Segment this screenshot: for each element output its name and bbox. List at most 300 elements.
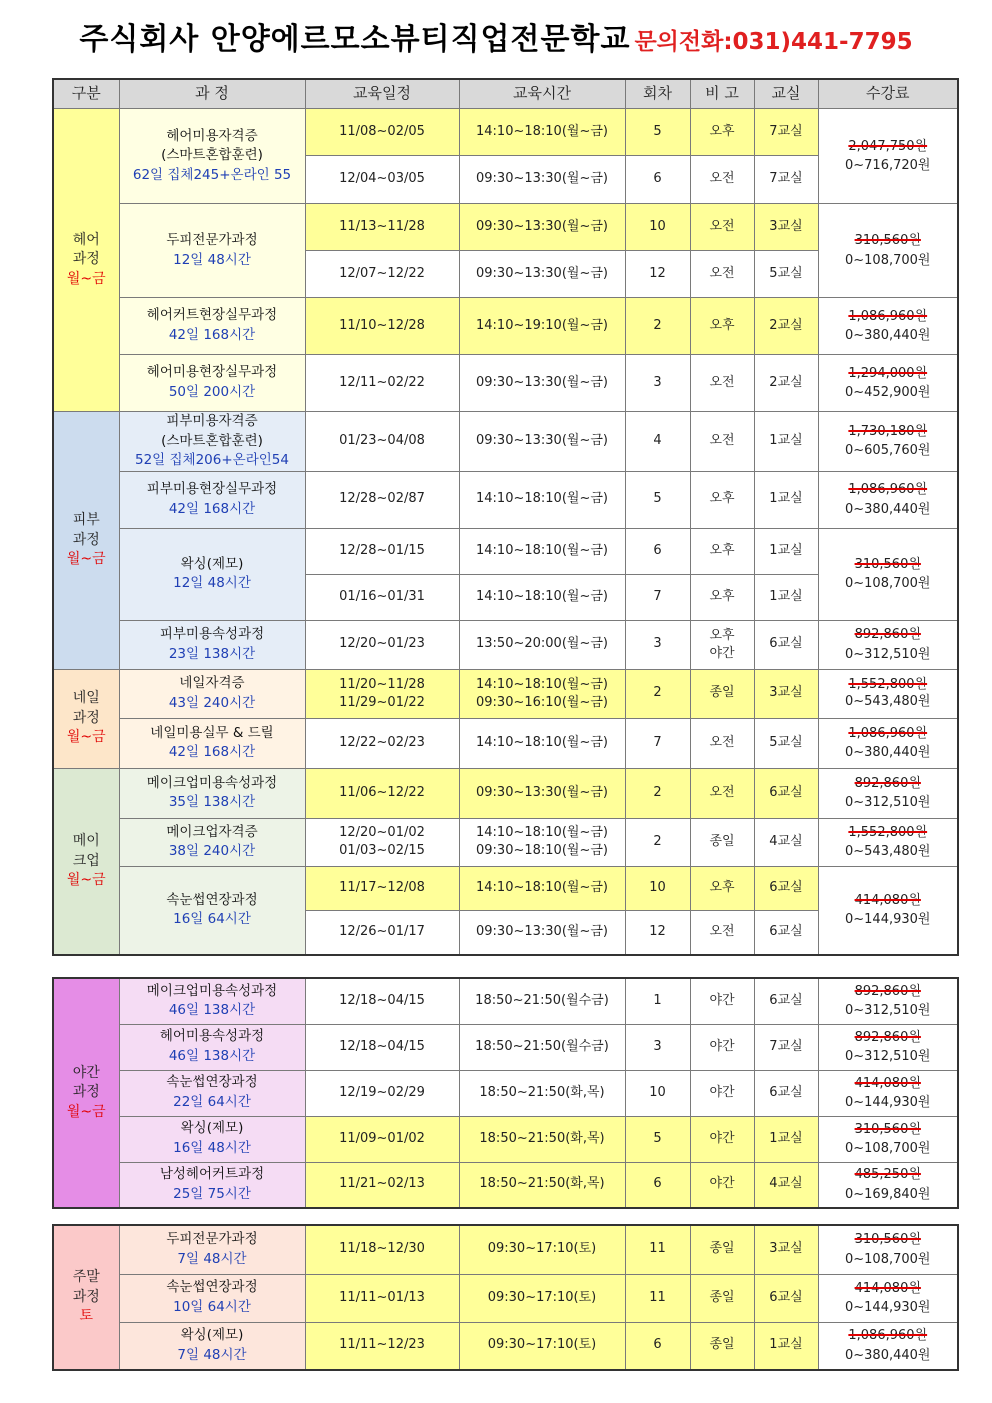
schedule-cell: 12/07~12/22 — [305, 251, 459, 298]
note-cell: 야간 — [690, 1070, 754, 1116]
schedule-cell: 11/13~11/28 — [305, 204, 459, 251]
cell-text: 왁싱(제모) — [180, 1120, 244, 1137]
cell-text: 속눈썹연장과정 — [166, 1074, 258, 1091]
cell-text: 0~312,510원 — [845, 646, 931, 662]
cell-text: 0~108,700원 — [845, 1141, 931, 1156]
schedule-cell: 11/11~01/13 — [305, 1274, 459, 1322]
contact-phone: 문의전화:031)441-7795 — [634, 29, 913, 55]
fee-cell — [818, 1070, 958, 1116]
round-cell: 3 — [625, 620, 690, 669]
cell-text: 12/20~01/02 — [339, 825, 425, 840]
cell-text: (스마트혼합훈련) — [161, 432, 263, 449]
table-row — [53, 1070, 958, 1116]
note-cell: 오전 — [690, 251, 754, 298]
cell-text: 오후 — [709, 627, 735, 643]
fee-cell — [818, 412, 958, 472]
cell-text: 1,552,800원 — [848, 676, 928, 692]
header-row — [53, 79, 958, 109]
time-cell — [459, 818, 625, 866]
table-row — [53, 1274, 958, 1322]
schedule-cell: 12/19~02/29 — [305, 1070, 459, 1116]
weekend-schedule-table — [52, 1224, 959, 1371]
room-cell: 2교실 — [754, 298, 818, 355]
schedule-cell — [305, 818, 459, 866]
cell-text: 메이크업미용속성과정 — [146, 774, 278, 791]
cell-text: 크업 — [72, 852, 100, 869]
fee-cell — [818, 818, 958, 866]
round-cell: 10 — [625, 204, 690, 251]
time-cell: 13:50~20:00(월~금) — [459, 620, 625, 669]
round-cell: 7 — [625, 574, 690, 620]
round-cell: 2 — [625, 818, 690, 866]
course-cell — [119, 978, 305, 1024]
cell-text: 야간 — [709, 645, 735, 661]
fee-cell — [818, 1274, 958, 1322]
cell-text: 0~312,510원 — [845, 795, 931, 811]
category-weekend — [53, 1225, 119, 1370]
table-row — [53, 718, 958, 768]
schedule-cell: 11/10~12/28 — [305, 298, 459, 355]
cell-text: 09:30~18:10(월~금) — [476, 843, 608, 859]
fee-cell — [818, 471, 958, 528]
schedule-cell: 12/18~04/15 — [305, 978, 459, 1024]
cell-text: 과정 — [72, 531, 100, 548]
cell-text: 메이 — [72, 833, 100, 850]
cell-text: 10일 64시간 — [173, 1299, 251, 1315]
fee-cell — [818, 109, 958, 204]
table-row — [53, 1225, 958, 1274]
cell-text: 2,047,750원 — [848, 138, 928, 154]
time-cell: 14:10~19:10(월~금) — [459, 298, 625, 355]
cell-text: 0~543,480원 — [845, 844, 931, 860]
cell-text: 0~108,700원 — [845, 252, 931, 268]
cell-text: 1,730,180원 — [848, 423, 928, 439]
course-cell — [119, 768, 305, 818]
room-cell: 6교실 — [754, 768, 818, 818]
cell-text: 주말 — [72, 1269, 100, 1286]
note-cell: 종일 — [690, 818, 754, 866]
table-row — [53, 1116, 958, 1162]
schedule-cell: 11/21~02/13 — [305, 1162, 459, 1208]
cell-text: 0~144,930원 — [845, 1300, 931, 1315]
cell-text: 16일 64시간 — [173, 911, 251, 928]
cell-text: 1,086,960원 — [848, 308, 928, 324]
table-row — [53, 818, 958, 866]
schedule-cell: 12/04~03/05 — [305, 156, 459, 204]
fee-cell — [818, 1322, 958, 1370]
time-cell: 18:50~21:50(화,목) — [459, 1116, 625, 1162]
category-nail — [53, 669, 119, 768]
header-room: 교실 — [754, 79, 818, 109]
time-cell: 09:30~13:30(월~금) — [459, 910, 625, 955]
note-cell: 야간 — [690, 1116, 754, 1162]
cell-text: 52일 집체206+온라인54 — [135, 452, 289, 469]
room-cell: 6교실 — [754, 910, 818, 955]
schedule-cell: 12/28~01/15 — [305, 528, 459, 574]
course-cell — [119, 718, 305, 768]
cell-text: 헤어미용속성과정 — [159, 1028, 265, 1045]
room-cell: 4교실 — [754, 818, 818, 866]
room-cell: 1교실 — [754, 1116, 818, 1162]
table-row — [53, 298, 958, 355]
schedule-cell: 11/09~01/02 — [305, 1116, 459, 1162]
cell-text: 42일 168시간 — [168, 500, 256, 517]
cell-text: 월~금 — [66, 270, 106, 287]
time-cell: 18:50~21:50(화,목) — [459, 1070, 625, 1116]
fee-cell — [818, 1225, 958, 1274]
table-row — [53, 669, 958, 718]
cell-text: 1,086,960원 — [848, 482, 928, 498]
room-cell: 5교실 — [754, 251, 818, 298]
category-skin — [53, 412, 119, 670]
course-cell — [119, 109, 305, 204]
round-cell: 3 — [625, 355, 690, 412]
schedule-cell: 11/18~12/30 — [305, 1225, 459, 1274]
cell-text: 25일 75시간 — [173, 1185, 251, 1202]
category-hair — [53, 109, 119, 412]
cell-text: 0~716,720원 — [845, 158, 931, 173]
cell-text: 414,080원 — [854, 892, 921, 908]
round-cell: 11 — [625, 1274, 690, 1322]
note-cell: 야간 — [690, 1162, 754, 1208]
fee-cell — [818, 298, 958, 355]
cell-text: 1,086,960원 — [848, 1328, 928, 1344]
schedule-cell: 12/18~04/15 — [305, 1024, 459, 1070]
cell-text: 0~108,700원 — [845, 576, 931, 592]
fee-cell — [818, 669, 958, 718]
fee-cell — [818, 204, 958, 298]
cell-text: 두피전문가과정 — [166, 1231, 258, 1248]
cell-text: 0~108,700원 — [845, 1251, 931, 1267]
cell-text: 피부미용자격증 — [166, 413, 258, 429]
room-cell: 3교실 — [754, 1225, 818, 1274]
cell-text: 12일 48시간 — [173, 575, 251, 592]
cell-text: 43일 240시간 — [168, 694, 256, 711]
cell-text: 0~144,930원 — [845, 1095, 931, 1110]
room-cell: 7교실 — [754, 1024, 818, 1070]
course-cell — [119, 412, 305, 472]
time-cell: 09:30~13:30(월~금) — [459, 251, 625, 298]
course-cell — [119, 355, 305, 412]
header-category: 구분 — [53, 79, 119, 109]
header-time: 교육시간 — [459, 79, 625, 109]
cell-text: 0~605,760원 — [845, 443, 931, 459]
round-cell: 5 — [625, 109, 690, 156]
course-cell — [119, 818, 305, 866]
cell-text: 11/29~01/22 — [339, 694, 425, 710]
round-cell: 12 — [625, 910, 690, 955]
night-schedule-table — [52, 977, 959, 1209]
cell-text: (스마트혼합훈련) — [161, 147, 263, 164]
fee-cell — [818, 1116, 958, 1162]
round-cell: 10 — [625, 1070, 690, 1116]
cell-text: 50일 200시간 — [168, 384, 256, 400]
cell-text: 남성헤어커트과정 — [159, 1166, 265, 1183]
cell-text: 0~169,840원 — [845, 1186, 931, 1202]
time-cell: 18:50~21:50(월수금) — [459, 978, 625, 1024]
cell-text: 월~금 — [66, 1103, 106, 1120]
cell-text: 414,080원 — [854, 1280, 921, 1296]
course-cell — [119, 1322, 305, 1370]
note-cell: 오후 — [690, 298, 754, 355]
cell-text: 헤어 — [72, 231, 100, 248]
note-cell: 오전 — [690, 156, 754, 204]
cell-text: 310,560원 — [854, 1121, 921, 1137]
schedule-cell: 11/06~12/22 — [305, 768, 459, 818]
table-row — [53, 109, 958, 156]
fee-cell — [818, 355, 958, 412]
table-row — [53, 1322, 958, 1370]
room-cell: 1교실 — [754, 471, 818, 528]
cell-text: 14:10~18:10(월~금) — [476, 676, 608, 692]
course-cell — [119, 669, 305, 718]
time-cell: 14:10~18:10(월~금) — [459, 471, 625, 528]
cell-text: 0~312,510원 — [845, 1003, 931, 1019]
cell-text: 월~금 — [66, 551, 106, 568]
cell-text: 12일 48시간 — [173, 251, 251, 268]
cell-text: 22일 64시간 — [173, 1094, 251, 1110]
page-title — [0, 14, 992, 62]
header-note: 비 고 — [690, 79, 754, 109]
note-cell: 종일 — [690, 1322, 754, 1370]
note-cell: 종일 — [690, 669, 754, 718]
round-cell: 6 — [625, 1162, 690, 1208]
cell-text: 과정 — [72, 709, 100, 726]
cell-text: 0~312,510원 — [845, 1049, 931, 1064]
schedule-cell: 12/11~02/22 — [305, 355, 459, 412]
fee-cell — [818, 866, 958, 955]
round-cell: 5 — [625, 1116, 690, 1162]
cell-text: 네일미용실무 & 드릴 — [150, 724, 274, 741]
note-cell: 오전 — [690, 204, 754, 251]
time-cell: 09:30~13:30(월~금) — [459, 412, 625, 472]
cell-text: 62일 집체245+온라인 55 — [132, 166, 292, 183]
cell-text: 892,860원 — [854, 627, 921, 643]
cell-text: 892,860원 — [854, 1029, 921, 1045]
room-cell: 3교실 — [754, 669, 818, 718]
schedule-cell: 12/28~02/87 — [305, 471, 459, 528]
cell-text: 메이크업미용속성과정 — [146, 982, 278, 999]
room-cell: 6교실 — [754, 866, 818, 910]
time-cell: 14:10~18:10(월~금) — [459, 109, 625, 156]
time-cell: 09:30~17:10(토) — [459, 1225, 625, 1274]
schedule-cell — [305, 669, 459, 718]
header-round: 회차 — [625, 79, 690, 109]
note-cell — [690, 620, 754, 669]
table-row — [53, 528, 958, 574]
time-cell: 09:30~13:30(월~금) — [459, 204, 625, 251]
cell-text: 과정 — [72, 1288, 100, 1305]
cell-text: 1,086,960원 — [848, 725, 928, 741]
cell-text: 1,294,000원 — [848, 365, 928, 381]
school-name: 주식회사 안양에르모소뷰티직업전문학교 — [79, 22, 631, 57]
fee-cell — [818, 620, 958, 669]
cell-text: 35일 138시간 — [168, 794, 256, 811]
room-cell: 7교실 — [754, 109, 818, 156]
cell-text: 485,250원 — [854, 1167, 921, 1183]
header-fee: 수강료 — [818, 79, 958, 109]
cell-text: 310,560원 — [854, 233, 921, 248]
round-cell: 4 — [625, 412, 690, 472]
course-cell — [119, 528, 305, 620]
cell-text: 네일자격증 — [179, 675, 245, 692]
table-row — [53, 866, 958, 910]
schedule-cell: 12/20~01/23 — [305, 620, 459, 669]
room-cell: 1교실 — [754, 528, 818, 574]
course-cell — [119, 1024, 305, 1070]
table-row — [53, 471, 958, 528]
table-row — [53, 355, 958, 412]
round-cell: 6 — [625, 528, 690, 574]
cell-text: 42일 168시간 — [168, 327, 256, 343]
cell-text: 야간 — [72, 1064, 100, 1081]
round-cell: 11 — [625, 1225, 690, 1274]
cell-text: 46일 138시간 — [168, 1002, 256, 1019]
cell-text: 7일 48시간 — [177, 1250, 247, 1267]
room-cell: 6교실 — [754, 620, 818, 669]
cell-text: 0~380,440원 — [845, 328, 931, 343]
round-cell: 2 — [625, 669, 690, 718]
fee-cell — [818, 978, 958, 1024]
time-cell: 14:10~18:10(월~금) — [459, 528, 625, 574]
course-cell — [119, 1162, 305, 1208]
round-cell: 12 — [625, 251, 690, 298]
note-cell: 오후 — [690, 471, 754, 528]
course-cell — [119, 298, 305, 355]
room-cell: 1교실 — [754, 412, 818, 472]
table-row — [53, 768, 958, 818]
course-cell — [119, 620, 305, 669]
table-row — [53, 978, 958, 1024]
note-cell: 오전 — [690, 718, 754, 768]
room-cell: 6교실 — [754, 1070, 818, 1116]
course-cell — [119, 204, 305, 298]
cell-text: 왁싱(제모) — [180, 555, 244, 572]
course-cell — [119, 866, 305, 955]
schedule-cell: 11/08~02/05 — [305, 109, 459, 156]
table-row — [53, 620, 958, 669]
cell-text: 피부 — [72, 511, 100, 528]
schedule-cell: 12/22~02/23 — [305, 718, 459, 768]
schedule-cell: 11/17~12/08 — [305, 866, 459, 910]
note-cell: 오후 — [690, 528, 754, 574]
round-cell: 3 — [625, 1024, 690, 1070]
time-cell: 18:50~21:50(월수금) — [459, 1024, 625, 1070]
time-cell: 09:30~13:30(월~금) — [459, 355, 625, 412]
course-cell — [119, 1070, 305, 1116]
cell-text: 과정 — [72, 1084, 100, 1101]
note-cell: 오전 — [690, 768, 754, 818]
fee-cell — [818, 1162, 958, 1208]
round-cell: 6 — [625, 156, 690, 204]
cell-text: 월~금 — [66, 729, 106, 746]
cell-text: 0~380,440원 — [845, 501, 931, 517]
round-cell: 5 — [625, 471, 690, 528]
cell-text: 왁싱(제모) — [180, 1327, 244, 1344]
cell-text: 과정 — [72, 251, 100, 268]
cell-text: 메이크업자격증 — [166, 823, 258, 840]
cell-text: 속눈썹연장과정 — [166, 1279, 258, 1296]
cell-text: 두피전문가과정 — [166, 231, 258, 248]
cell-text: 01/03~02/15 — [339, 843, 425, 859]
cell-text: 414,080원 — [854, 1075, 921, 1091]
cell-text: 헤어미용현장실무과정 — [146, 364, 278, 381]
time-cell: 09:30~17:10(토) — [459, 1322, 625, 1370]
table-row — [53, 204, 958, 251]
room-cell: 6교실 — [754, 1274, 818, 1322]
round-cell: 1 — [625, 978, 690, 1024]
round-cell: 7 — [625, 718, 690, 768]
cell-text: 310,560원 — [854, 556, 921, 572]
room-cell: 7교실 — [754, 156, 818, 204]
cell-text: 23일 138시간 — [168, 645, 256, 662]
cell-text: 헤어커트현장실무과정 — [146, 307, 278, 324]
room-cell: 3교실 — [754, 204, 818, 251]
course-cell — [119, 471, 305, 528]
table-row — [53, 412, 958, 472]
course-cell — [119, 1225, 305, 1274]
fee-cell — [818, 1024, 958, 1070]
cell-text: 09:30~16:10(월~금) — [476, 694, 608, 710]
note-cell: 오후 — [690, 109, 754, 156]
cell-text: 892,860원 — [854, 983, 921, 999]
note-cell: 오전 — [690, 355, 754, 412]
table-row — [53, 1024, 958, 1070]
time-cell — [459, 669, 625, 718]
cell-text: 0~144,930원 — [845, 912, 931, 928]
room-cell: 6교실 — [754, 978, 818, 1024]
room-cell: 5교실 — [754, 718, 818, 768]
weekday-schedule-table — [52, 78, 959, 956]
schedule-cell: 01/16~01/31 — [305, 574, 459, 620]
cell-text: 14:10~18:10(월~금) — [476, 825, 608, 840]
course-cell — [119, 1116, 305, 1162]
course-cell — [119, 1274, 305, 1322]
cell-text: 피부미용현장실무과정 — [146, 481, 278, 498]
cell-text: 0~452,900원 — [845, 385, 931, 400]
cell-text: 속눈썹연장과정 — [166, 891, 258, 908]
cell-text: 0~543,480원 — [845, 693, 931, 709]
room-cell: 1교실 — [754, 1322, 818, 1370]
room-cell: 2교실 — [754, 355, 818, 412]
round-cell: 10 — [625, 866, 690, 910]
cell-text: 42일 168시간 — [168, 744, 256, 761]
note-cell: 종일 — [690, 1274, 754, 1322]
time-cell: 14:10~18:10(월~금) — [459, 866, 625, 910]
cell-text: 헤어미용자격증 — [166, 127, 258, 144]
header-schedule: 교육일정 — [305, 79, 459, 109]
note-cell: 야간 — [690, 1024, 754, 1070]
schedule-cell: 01/23~04/08 — [305, 412, 459, 472]
cell-text: 토 — [79, 1308, 94, 1325]
category-night — [53, 978, 119, 1208]
cell-text: 피부미용속성과정 — [159, 626, 265, 643]
cell-text: 1,552,800원 — [848, 824, 928, 840]
cell-text: 16일 48시간 — [173, 1140, 251, 1156]
cell-text: 46일 138시간 — [168, 1048, 256, 1064]
time-cell: 09:30~17:10(토) — [459, 1274, 625, 1322]
note-cell: 오전 — [690, 412, 754, 472]
note-cell: 종일 — [690, 1225, 754, 1274]
room-cell: 1교실 — [754, 574, 818, 620]
fee-cell — [818, 768, 958, 818]
time-cell: 18:50~21:50(화,목) — [459, 1162, 625, 1208]
cell-text: 38일 240시간 — [168, 843, 256, 860]
cell-text: 310,560원 — [854, 1232, 921, 1248]
note-cell: 오후 — [690, 574, 754, 620]
note-cell: 야간 — [690, 978, 754, 1024]
room-cell: 4교실 — [754, 1162, 818, 1208]
